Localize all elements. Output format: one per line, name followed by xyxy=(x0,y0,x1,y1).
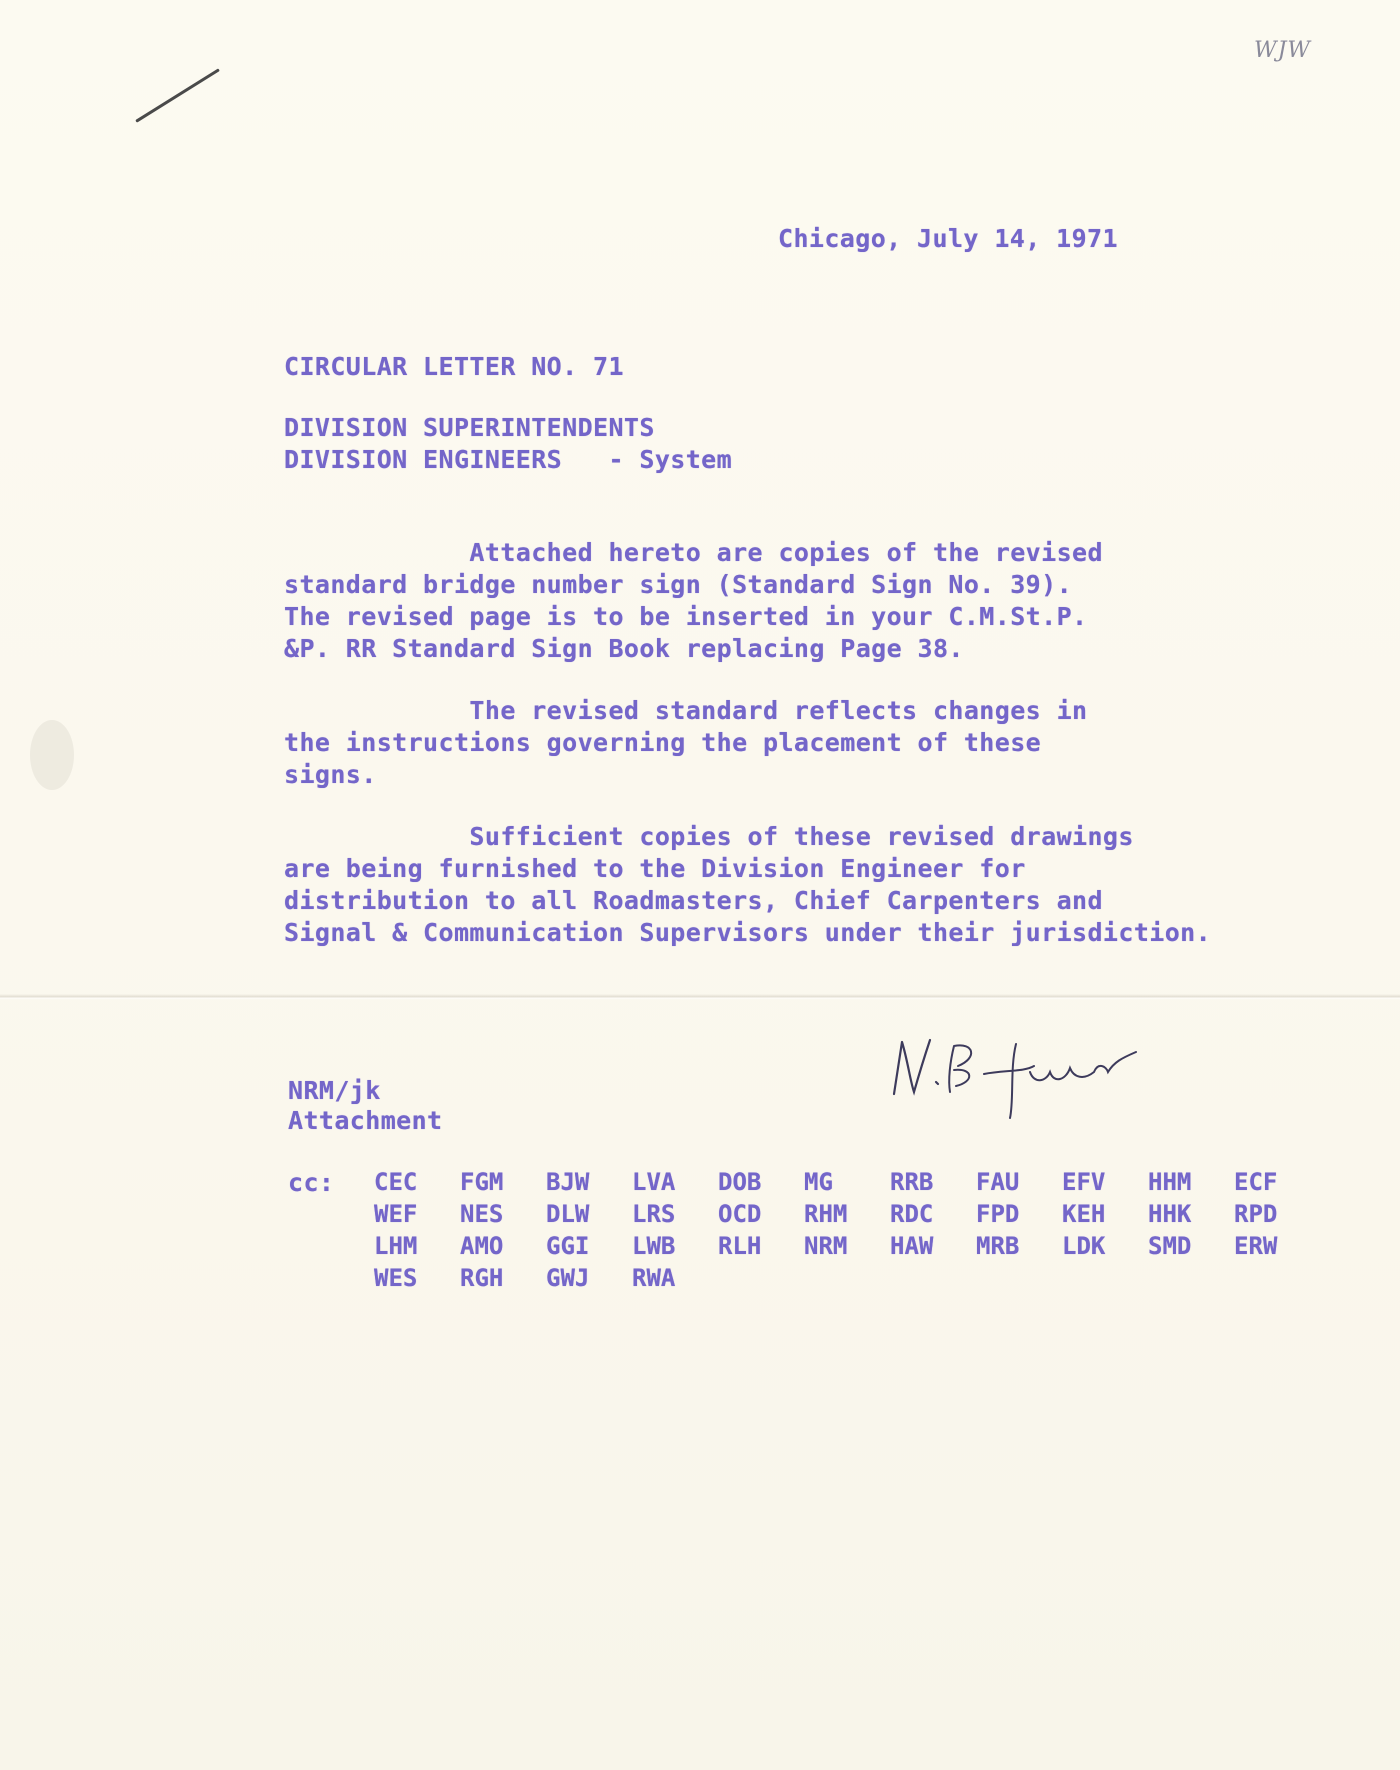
cc-initials: RWA xyxy=(632,1264,676,1292)
paragraph-3-line-4: Signal & Communication Supervisors under their jurisdiction. xyxy=(284,918,1212,947)
cc-initials: FAU xyxy=(976,1168,1020,1196)
cc-initials: NRM xyxy=(804,1232,848,1260)
cc-list xyxy=(374,1168,1320,1296)
addressee-line-2: DIVISION ENGINEERS - System xyxy=(284,445,733,474)
cc-initials: FPD xyxy=(976,1200,1020,1228)
paragraph-3-line-1: Sufficient copies of these revised drawings xyxy=(284,822,1134,851)
reference-initials: NRM/jk xyxy=(288,1076,381,1105)
cc-initials: WES xyxy=(374,1264,418,1292)
cc-initials: WEF xyxy=(374,1200,418,1228)
cc-initials: EFV xyxy=(1062,1168,1106,1196)
paragraph-1-line-2: standard bridge number sign (Standard Sign No. 39). xyxy=(284,570,1073,599)
cc-initials: RHM xyxy=(804,1200,848,1228)
dateline: Chicago, July 14, 1971 xyxy=(778,224,1118,253)
cc-initials: LHM xyxy=(374,1232,418,1260)
cc-initials: RPD xyxy=(1234,1200,1278,1228)
paragraph-2-line-1: The revised standard reflects changes in xyxy=(284,696,1088,725)
cc-initials: LRS xyxy=(632,1200,676,1228)
cc-initials: FGM xyxy=(460,1168,504,1196)
addressee-line-1: DIVISION SUPERINTENDENTS xyxy=(284,413,655,442)
cc-initials: GGI xyxy=(546,1232,590,1260)
cc-initials: RLH xyxy=(718,1232,762,1260)
paragraph-3-line-2: are being furnished to the Division Engineer for xyxy=(284,854,1026,883)
cc-initials: MG xyxy=(804,1168,833,1196)
cc-initials: BJW xyxy=(546,1168,590,1196)
paragraph-1-line-4: &P. RR Standard Sign Book replacing Page 38. xyxy=(284,634,964,663)
paragraph-1-line-3: The revised page is to be inserted in your C.M.St.P. xyxy=(284,602,1088,631)
cc-initials: HHM xyxy=(1148,1168,1192,1196)
cc-initials: HHK xyxy=(1148,1200,1192,1228)
cc-initials: KEH xyxy=(1062,1200,1106,1228)
cc-initials: DOB xyxy=(718,1168,762,1196)
paragraph-3-line-3: distribution to all Roadmasters, Chief Carpenters and xyxy=(284,886,1103,915)
paper-fold-line xyxy=(0,994,1400,1000)
cc-initials: RRB xyxy=(890,1168,934,1196)
attachment-label: Attachment xyxy=(288,1106,443,1135)
cc-initials: DLW xyxy=(546,1200,590,1228)
cc-initials: LVA xyxy=(632,1168,676,1196)
cc-initials: GWJ xyxy=(546,1264,590,1292)
cc-initials: CEC xyxy=(374,1168,418,1196)
signature xyxy=(884,1022,1204,1122)
cc-initials: LWB xyxy=(632,1232,676,1260)
cc-initials: HAW xyxy=(890,1232,934,1260)
paragraph-1-line-1: Attached hereto are copies of the revised xyxy=(284,538,1103,567)
corner-initials: WJW xyxy=(1254,38,1312,63)
cc-initials: NES xyxy=(460,1200,504,1228)
cc-initials: ECF xyxy=(1234,1168,1278,1196)
paragraph-2-line-2: the instructions governing the placement of these xyxy=(284,728,1042,757)
staple-mark xyxy=(135,68,220,122)
circular-title: CIRCULAR LETTER NO. 71 xyxy=(284,352,624,381)
cc-initials: OCD xyxy=(718,1200,762,1228)
paper-smudge xyxy=(30,720,74,790)
cc-initials: RGH xyxy=(460,1264,504,1292)
cc-label: cc: xyxy=(288,1168,335,1197)
cc-initials: MRB xyxy=(976,1232,1020,1260)
cc-initials: ERW xyxy=(1234,1232,1278,1260)
paragraph-2-line-3: signs. xyxy=(284,760,377,789)
cc-initials: LDK xyxy=(1062,1232,1106,1260)
cc-initials: AMO xyxy=(460,1232,504,1260)
cc-initials: SMD xyxy=(1148,1232,1192,1260)
cc-initials: RDC xyxy=(890,1200,934,1228)
